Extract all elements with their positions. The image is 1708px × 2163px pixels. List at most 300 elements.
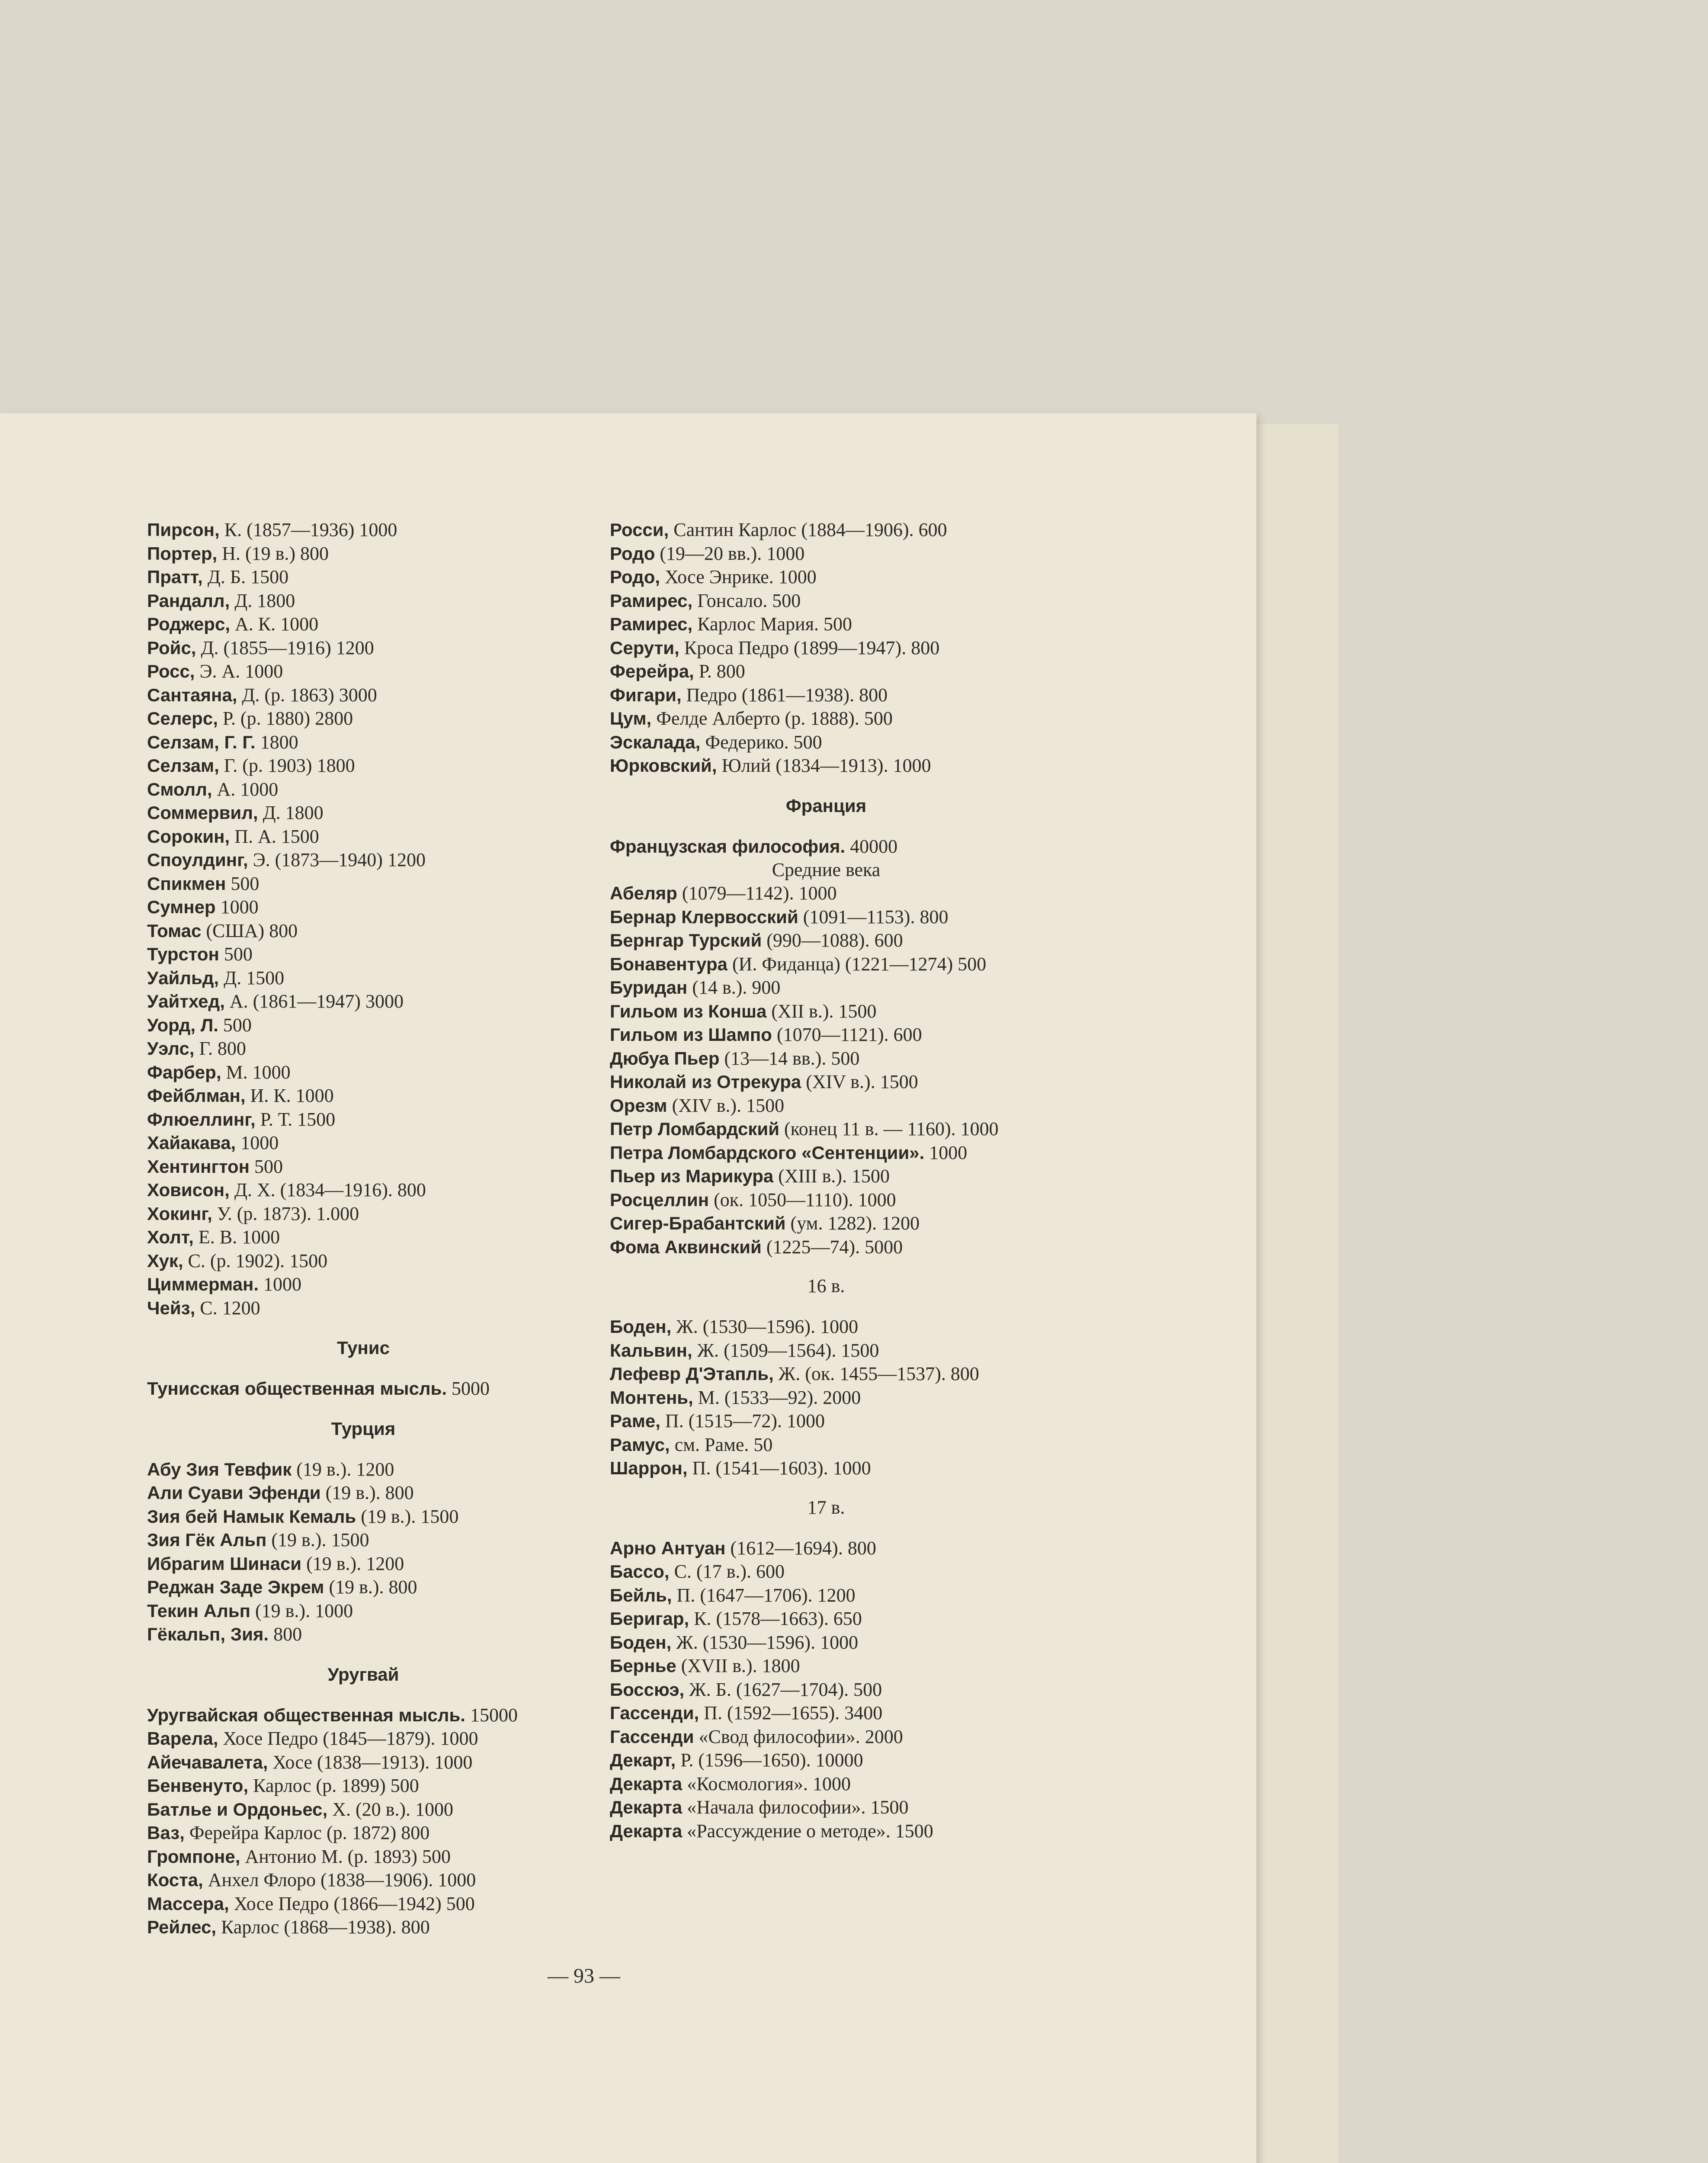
index-entry	[610, 518, 1042, 542]
section-heading: Турция	[331, 1418, 396, 1439]
index-entry	[147, 707, 580, 731]
entry-name: Тунисская общественная мысль.	[147, 1378, 447, 1399]
entry-name: Бернье	[610, 1656, 676, 1676]
index-entry	[147, 636, 580, 660]
entry-name: Орезм	[610, 1095, 667, 1116]
entry-name: Лефевр Д'Этапль,	[610, 1364, 774, 1384]
entry-name: Шаррон,	[610, 1458, 688, 1478]
entry-name: Эскалада,	[610, 732, 701, 752]
entry-details: Анхел Флоро (1838—1906). 1000	[203, 1869, 476, 1890]
entry-details: (19 в.). 1500	[356, 1505, 459, 1527]
entry-name: Текин Альп	[147, 1600, 250, 1621]
index-entry	[610, 542, 1042, 566]
entry-details: (990—1088). 600	[762, 930, 903, 951]
entry-name: Фейблман,	[147, 1085, 246, 1106]
index-entry	[147, 1576, 580, 1599]
entry-details: М. (1533—92). 2000	[693, 1386, 861, 1408]
entry-name: Хайакава,	[147, 1133, 236, 1153]
index-entry	[147, 1297, 580, 1320]
entry-details: Гонсало. 500	[692, 590, 801, 611]
index-entry	[610, 731, 1042, 754]
entry-name: Серути,	[610, 637, 679, 658]
entry-details: 1000	[215, 896, 259, 918]
entry-details: Н. (19 в.) 800	[217, 542, 329, 564]
index-entry	[610, 1212, 1042, 1236]
index-entry	[147, 801, 580, 825]
entry-name: Бернар Клервосский	[610, 906, 798, 927]
entry-name: Кальвин,	[610, 1340, 692, 1361]
entry-details: (19 в.). 800	[324, 1576, 417, 1598]
entry-name: Хентингтон	[147, 1156, 250, 1177]
entry-name: Спикмен	[147, 873, 226, 894]
entry-details: Р. 800	[694, 661, 745, 682]
entry-name: Росцеллин	[610, 1189, 709, 1210]
entry-details: Д. 1800	[230, 590, 295, 611]
entry-name: Смолл,	[147, 779, 212, 799]
entry-name: Флюеллинг,	[147, 1109, 256, 1130]
index-entry	[147, 731, 580, 754]
entry-name: Боссюэ,	[610, 1679, 685, 1700]
index-entry	[610, 1000, 1042, 1024]
entry-name: Бассо,	[610, 1561, 670, 1582]
index-entry	[147, 1916, 580, 1939]
entry-name: Рамус,	[610, 1434, 670, 1455]
index-entry	[610, 1725, 1042, 1749]
period-subheading: Средние века	[772, 859, 881, 880]
index-entry	[610, 1188, 1042, 1212]
entry-details: «Свод философии». 2000	[694, 1726, 903, 1747]
entry-name: Декарта	[610, 1773, 683, 1794]
entry-name: Ройс,	[147, 637, 196, 658]
entry-name: Николай из Отрекура	[610, 1072, 801, 1092]
entry-name: Пратт,	[147, 567, 203, 587]
index-entry	[147, 684, 580, 707]
index-entry	[610, 976, 1042, 1000]
index-entry	[147, 1868, 580, 1892]
index-entry	[610, 1362, 1042, 1386]
entry-details: (И. Фиданца) (1221—1274) 500	[727, 953, 987, 975]
entry-name: Ховисон,	[147, 1180, 230, 1200]
entry-name: Турстон	[147, 944, 219, 964]
entry-name: Зия Гёк Альп	[147, 1530, 267, 1550]
entry-details: Карлос Мария. 500	[692, 613, 852, 635]
section-heading: Франция	[785, 795, 867, 816]
index-entry	[147, 919, 580, 943]
entry-details: 15000	[465, 1704, 518, 1726]
section-heading: Тунис	[337, 1338, 390, 1358]
entry-name: Родо	[610, 543, 655, 564]
index-entry	[610, 1560, 1042, 1584]
entry-details: Антонио М. (р. 1893) 500	[240, 1845, 451, 1867]
index-entry	[147, 1481, 580, 1505]
entry-name: Коста,	[147, 1870, 203, 1890]
index-entry	[610, 1796, 1042, 1820]
entry-name: Монтень,	[610, 1387, 693, 1408]
entry-details: (19—20 вв.). 1000	[655, 542, 805, 564]
index-entry	[610, 1094, 1042, 1118]
entry-name: Айечавалета,	[147, 1752, 268, 1772]
entry-details: 1800	[255, 731, 298, 753]
entry-name: Сумнер	[147, 897, 216, 917]
index-entry	[147, 1892, 580, 1916]
index-entry	[147, 1202, 580, 1226]
entry-name: Громпоне,	[147, 1846, 240, 1867]
entry-details: (19 в.). 1000	[250, 1600, 353, 1621]
entry-details: Д. (р. 1863) 3000	[237, 684, 377, 706]
entry-name: Батлье и Ордоньес,	[147, 1799, 328, 1820]
entry-name: Декарт,	[610, 1750, 676, 1770]
index-entry	[610, 1701, 1042, 1725]
entry-name: Уорд, Л.	[147, 1014, 218, 1035]
index-entry	[147, 1178, 580, 1202]
entry-name: Рамирес,	[610, 614, 693, 634]
index-entry	[147, 778, 580, 802]
entry-name: Абеляр	[610, 883, 677, 903]
entry-details: «Космология». 1000	[682, 1773, 851, 1794]
entry-name: Фигари,	[610, 684, 682, 705]
entry-name: Селзам, Г. Г.	[147, 732, 256, 752]
entry-details: (XII в.). 1500	[766, 1000, 877, 1022]
entry-details: Карлос (1868—1938). 800	[216, 1916, 430, 1938]
index-entry	[147, 895, 580, 919]
index-entry	[147, 1226, 580, 1249]
entry-details: Педро (1861—1938). 800	[681, 684, 888, 706]
entry-details: Г. (р. 1903) 1800	[219, 755, 355, 776]
entry-name: Селерс,	[147, 708, 218, 728]
entry-details: (19 в.). 1500	[266, 1529, 369, 1550]
entry-details: 1000	[236, 1132, 279, 1153]
index-entry	[610, 565, 1042, 589]
entry-name: Массера,	[147, 1893, 229, 1914]
index-entry	[610, 929, 1042, 953]
index-entry	[147, 1458, 580, 1482]
index-entry	[147, 1552, 580, 1576]
index-entry	[147, 1377, 580, 1401]
entry-name: Раме,	[610, 1411, 660, 1431]
entry-name: Хокинг,	[147, 1203, 212, 1224]
entry-details: Кроса Педро (1899—1947). 800	[679, 637, 940, 658]
entry-name: Гассенди,	[610, 1703, 699, 1723]
entry-details: С. 1200	[195, 1297, 260, 1319]
entry-name: Росс,	[147, 661, 195, 681]
entry-details: П. А. 1500	[230, 825, 319, 847]
entry-name: Боден,	[610, 1316, 672, 1337]
entry-name: Бернгар Турский	[610, 930, 762, 950]
index-entry	[610, 1070, 1042, 1094]
index-entry	[147, 943, 580, 966]
entry-name: Арно Антуан	[610, 1537, 726, 1558]
index-entry	[147, 1037, 580, 1061]
index-entry	[147, 1623, 580, 1646]
entry-name: Ваз,	[147, 1823, 185, 1843]
entry-name: Рамирес,	[610, 590, 693, 611]
index-entry	[147, 1014, 580, 1037]
index-entry	[147, 1727, 580, 1751]
entry-details: 500	[219, 944, 253, 965]
index-entry	[147, 1108, 580, 1132]
index-entry	[610, 684, 1042, 707]
index-entry	[147, 1798, 580, 1822]
index-entry	[610, 953, 1042, 976]
index-entry	[610, 1386, 1042, 1410]
entry-details: (XIII в.). 1500	[773, 1165, 890, 1187]
entry-details: Ферейра Карлос (р. 1872) 800	[184, 1822, 430, 1843]
entry-details: Д. Х. (1834—1916). 800	[229, 1179, 426, 1200]
entry-name: Циммерман.	[147, 1274, 259, 1294]
entry-name: Томас	[147, 920, 202, 941]
index-entry	[610, 1315, 1042, 1339]
index-entry	[610, 589, 1042, 613]
entry-name: Петра Ломбардского «Сентенции».	[610, 1142, 925, 1163]
entry-details: Е. В. 1000	[193, 1226, 280, 1248]
entry-details: Карлос (р. 1899) 500	[248, 1775, 419, 1796]
entry-name: Варела,	[147, 1728, 218, 1749]
index-entry	[610, 1678, 1042, 1702]
index-entry	[610, 1820, 1042, 1843]
entry-details: 500	[226, 873, 260, 894]
entry-details: Фелде Алберто (р. 1888). 500	[651, 708, 893, 729]
index-entry	[147, 825, 580, 849]
index-entry	[610, 660, 1042, 684]
entry-name: Родо,	[610, 567, 660, 587]
entry-details: (США) 800	[201, 920, 298, 941]
entry-name: Пирсон,	[147, 520, 220, 540]
entry-name: Али Суави Эфенди	[147, 1483, 321, 1503]
index-entry	[147, 613, 580, 636]
entry-details: Ж. (1530—1596). 1000	[671, 1631, 859, 1653]
entry-name: Буридан	[610, 977, 688, 998]
index-entry	[147, 542, 580, 566]
period-subheading: 16 в.	[807, 1275, 845, 1297]
entry-details: С. (р. 1902). 1500	[183, 1250, 328, 1271]
entry-details: Д. Б. 1500	[202, 566, 289, 587]
entry-details: «Начала философии». 1500	[682, 1797, 909, 1818]
entry-details: (XIV в.). 1500	[801, 1071, 918, 1092]
entry-details: (XIV в.). 1500	[667, 1094, 785, 1116]
index-entry	[147, 1084, 580, 1108]
entry-name: Ферейра,	[610, 661, 694, 681]
entry-name: Роджерс,	[147, 614, 230, 634]
index-entry	[147, 1751, 580, 1775]
entry-name: Юрковский,	[610, 755, 717, 776]
entry-name: Хук,	[147, 1250, 183, 1271]
index-entry	[147, 660, 580, 684]
entry-name: Рейлес,	[147, 1917, 217, 1937]
entry-details: А. К. 1000	[230, 613, 319, 635]
index-entry	[610, 1772, 1042, 1796]
index-entry	[610, 1537, 1042, 1560]
entry-details: М. 1000	[221, 1061, 291, 1083]
index-entry	[610, 1584, 1042, 1608]
index-entry	[610, 1047, 1042, 1071]
entry-details: 500	[250, 1155, 283, 1177]
entry-details: (19 в.). 1200	[301, 1553, 404, 1574]
entry-name: Селзам,	[147, 755, 219, 776]
entry-details: К. (1578—1663). 650	[689, 1608, 862, 1629]
index-entry	[147, 1704, 580, 1727]
entry-name: Декарта	[610, 1820, 683, 1841]
entry-name: Дюбуа Пьер	[610, 1048, 720, 1069]
entry-name: Уайльд,	[147, 967, 219, 988]
entry-details: 1000	[924, 1142, 968, 1163]
entry-details: Д. (1855—1916) 1200	[196, 637, 374, 658]
entry-details: Р. Т. 1500	[255, 1108, 336, 1130]
index-entry	[147, 1528, 580, 1552]
index-entry	[610, 1749, 1042, 1772]
index-entry	[610, 754, 1042, 778]
entry-details: (ок. 1050—1110). 1000	[709, 1189, 896, 1210]
entry-details: П. (1647—1706). 1200	[672, 1584, 856, 1606]
index-entry	[610, 1236, 1042, 1259]
entry-details: (1612—1694). 800	[725, 1537, 876, 1559]
entry-name: Чейз,	[147, 1297, 195, 1318]
entry-name: Уругвайская общественная мысль.	[147, 1704, 465, 1725]
entry-details: Г. 800	[194, 1038, 246, 1059]
entry-details: (конец 11 в. — 1160). 1000	[779, 1118, 999, 1139]
index-entry	[610, 1409, 1042, 1433]
index-entry	[147, 1845, 580, 1869]
entry-details: А. 1000	[212, 778, 279, 800]
entry-details: С. (17 в.). 600	[669, 1561, 785, 1582]
entry-name: Соммервил,	[147, 802, 258, 823]
entry-name: Портер,	[147, 543, 218, 564]
entry-details: П. (1541—1603). 1000	[687, 1457, 871, 1479]
index-entry	[147, 565, 580, 589]
entry-name: Абу Зия Тевфик	[147, 1459, 292, 1479]
index-entry	[610, 1607, 1042, 1631]
entry-name: Сантаяна,	[147, 684, 237, 705]
section-heading: Уругвай	[327, 1664, 399, 1685]
entry-name: Гильом из Шампо	[610, 1024, 772, 1045]
entry-details: (1079—1142). 1000	[677, 883, 837, 904]
index-entry	[147, 1155, 580, 1179]
left-column	[147, 518, 580, 1939]
entry-details: 5000	[447, 1378, 490, 1399]
entry-details: (19 в.). 800	[320, 1482, 414, 1503]
index-entry	[610, 905, 1042, 929]
entry-details: (1091—1153). 800	[798, 906, 949, 927]
entry-details: (13—14 вв.). 500	[719, 1047, 860, 1069]
entry-details: (1070—1121). 600	[772, 1024, 922, 1045]
entry-details: К. (1857—1936) 1000	[219, 519, 397, 540]
index-entry	[610, 707, 1042, 731]
entry-details: У. (р. 1873). 1.000	[212, 1203, 359, 1224]
entry-details: (19 в.). 1200	[292, 1458, 394, 1480]
entry-details: Хосе Энрике. 1000	[660, 566, 817, 587]
entry-details: Ж. Б. (1627—1704). 500	[684, 1678, 882, 1700]
index-entry	[610, 1117, 1042, 1141]
entry-details: И. К. 1000	[245, 1085, 334, 1106]
index-entry	[610, 1141, 1042, 1165]
entry-details: 1000	[259, 1274, 302, 1295]
entry-name: Рандалл,	[147, 590, 230, 611]
entry-name: Декарта	[610, 1797, 683, 1817]
entry-details: Д. 1800	[258, 802, 324, 823]
index-entry	[610, 835, 1042, 859]
entry-details: «Рассуждение о методе». 1500	[682, 1820, 933, 1842]
index-entry	[610, 1023, 1042, 1047]
entry-details: Р. (р. 1880) 2800	[218, 708, 353, 729]
entry-name: Гассенди	[610, 1726, 694, 1747]
entry-details: Юлий (1834—1913). 1000	[717, 755, 931, 776]
entry-name: Ибрагим Шинаси	[147, 1553, 302, 1574]
entry-name: Беригар,	[610, 1608, 689, 1629]
entry-name: Сорокин,	[147, 826, 230, 847]
index-entry	[147, 1505, 580, 1529]
entry-details: 800	[269, 1624, 302, 1645]
right-column	[610, 518, 1042, 1843]
entry-name: Боден,	[610, 1632, 672, 1653]
index-entry	[147, 1599, 580, 1623]
entry-details: Федерико. 500	[700, 731, 822, 753]
entry-details: Сантин Карлос (1884—1906). 600	[669, 519, 947, 540]
entry-details: П. (1515—72). 1000	[660, 1410, 825, 1431]
entry-name: Сигер-Брабантский	[610, 1213, 786, 1233]
entry-name: Цум,	[610, 708, 652, 728]
entry-name: Уайтхед,	[147, 991, 225, 1011]
entry-name: Гильом из Конша	[610, 1001, 767, 1021]
entry-details: 40000	[845, 835, 898, 857]
index-entry	[610, 613, 1042, 636]
entry-details: (ум. 1282). 1200	[785, 1213, 920, 1234]
entry-name: Пьер из Марикура	[610, 1166, 774, 1186]
entry-details: Х. (20 в.). 1000	[327, 1798, 454, 1820]
index-entry	[147, 1774, 580, 1798]
entry-details: Э. (1873—1940) 1200	[248, 849, 426, 870]
entry-name: Фома Аквинский	[610, 1236, 762, 1257]
entry-details: П. (1592—1655). 3400	[699, 1702, 883, 1723]
index-entry	[147, 872, 580, 896]
index-entry	[147, 1131, 580, 1155]
entry-details: Р. (1596—1650). 10000	[676, 1749, 863, 1771]
entry-details: Ж. (1509—1564). 1500	[692, 1339, 879, 1361]
index-entry	[147, 518, 580, 542]
entry-details: Хосе Педро (1845—1879). 1000	[218, 1728, 478, 1749]
index-entry	[610, 1631, 1042, 1655]
index-entry	[147, 589, 580, 613]
index-entry	[147, 1821, 580, 1845]
entry-name: Бенвенуто,	[147, 1775, 249, 1796]
entry-details: Хосе Педро (1866—1942) 500	[229, 1893, 475, 1914]
entry-details: Ж. (ок. 1455—1537). 800	[773, 1363, 979, 1384]
entry-details: Ж. (1530—1596). 1000	[671, 1316, 859, 1337]
index-entry	[610, 1165, 1042, 1188]
index-entry	[147, 990, 580, 1014]
entry-name: Споулдинг,	[147, 850, 248, 870]
entry-name: Холт,	[147, 1227, 194, 1247]
entry-name: Петр Ломбардский	[610, 1119, 780, 1139]
entry-name: Бонавентура	[610, 953, 727, 974]
index-entry	[147, 966, 580, 990]
index-entry	[610, 1457, 1042, 1480]
index-entry	[147, 1061, 580, 1085]
entry-details: (14 в.). 900	[687, 977, 781, 998]
index-entry	[147, 754, 580, 778]
entry-details: см. Раме. 50	[670, 1434, 773, 1455]
index-entry	[610, 1339, 1042, 1363]
index-entry	[147, 848, 580, 872]
entry-details: Д. 1500	[219, 967, 285, 988]
index-entry	[147, 1249, 580, 1273]
entry-name: Французская философия.	[610, 836, 846, 857]
period-subheading: 17 в.	[807, 1496, 845, 1518]
index-entry	[610, 1654, 1042, 1678]
index-entry	[610, 882, 1042, 905]
entry-details: 500	[218, 1014, 252, 1036]
page-number: — 93 —	[548, 1964, 620, 1987]
index-entry	[147, 1273, 580, 1297]
entry-name: Уэлс,	[147, 1038, 195, 1059]
